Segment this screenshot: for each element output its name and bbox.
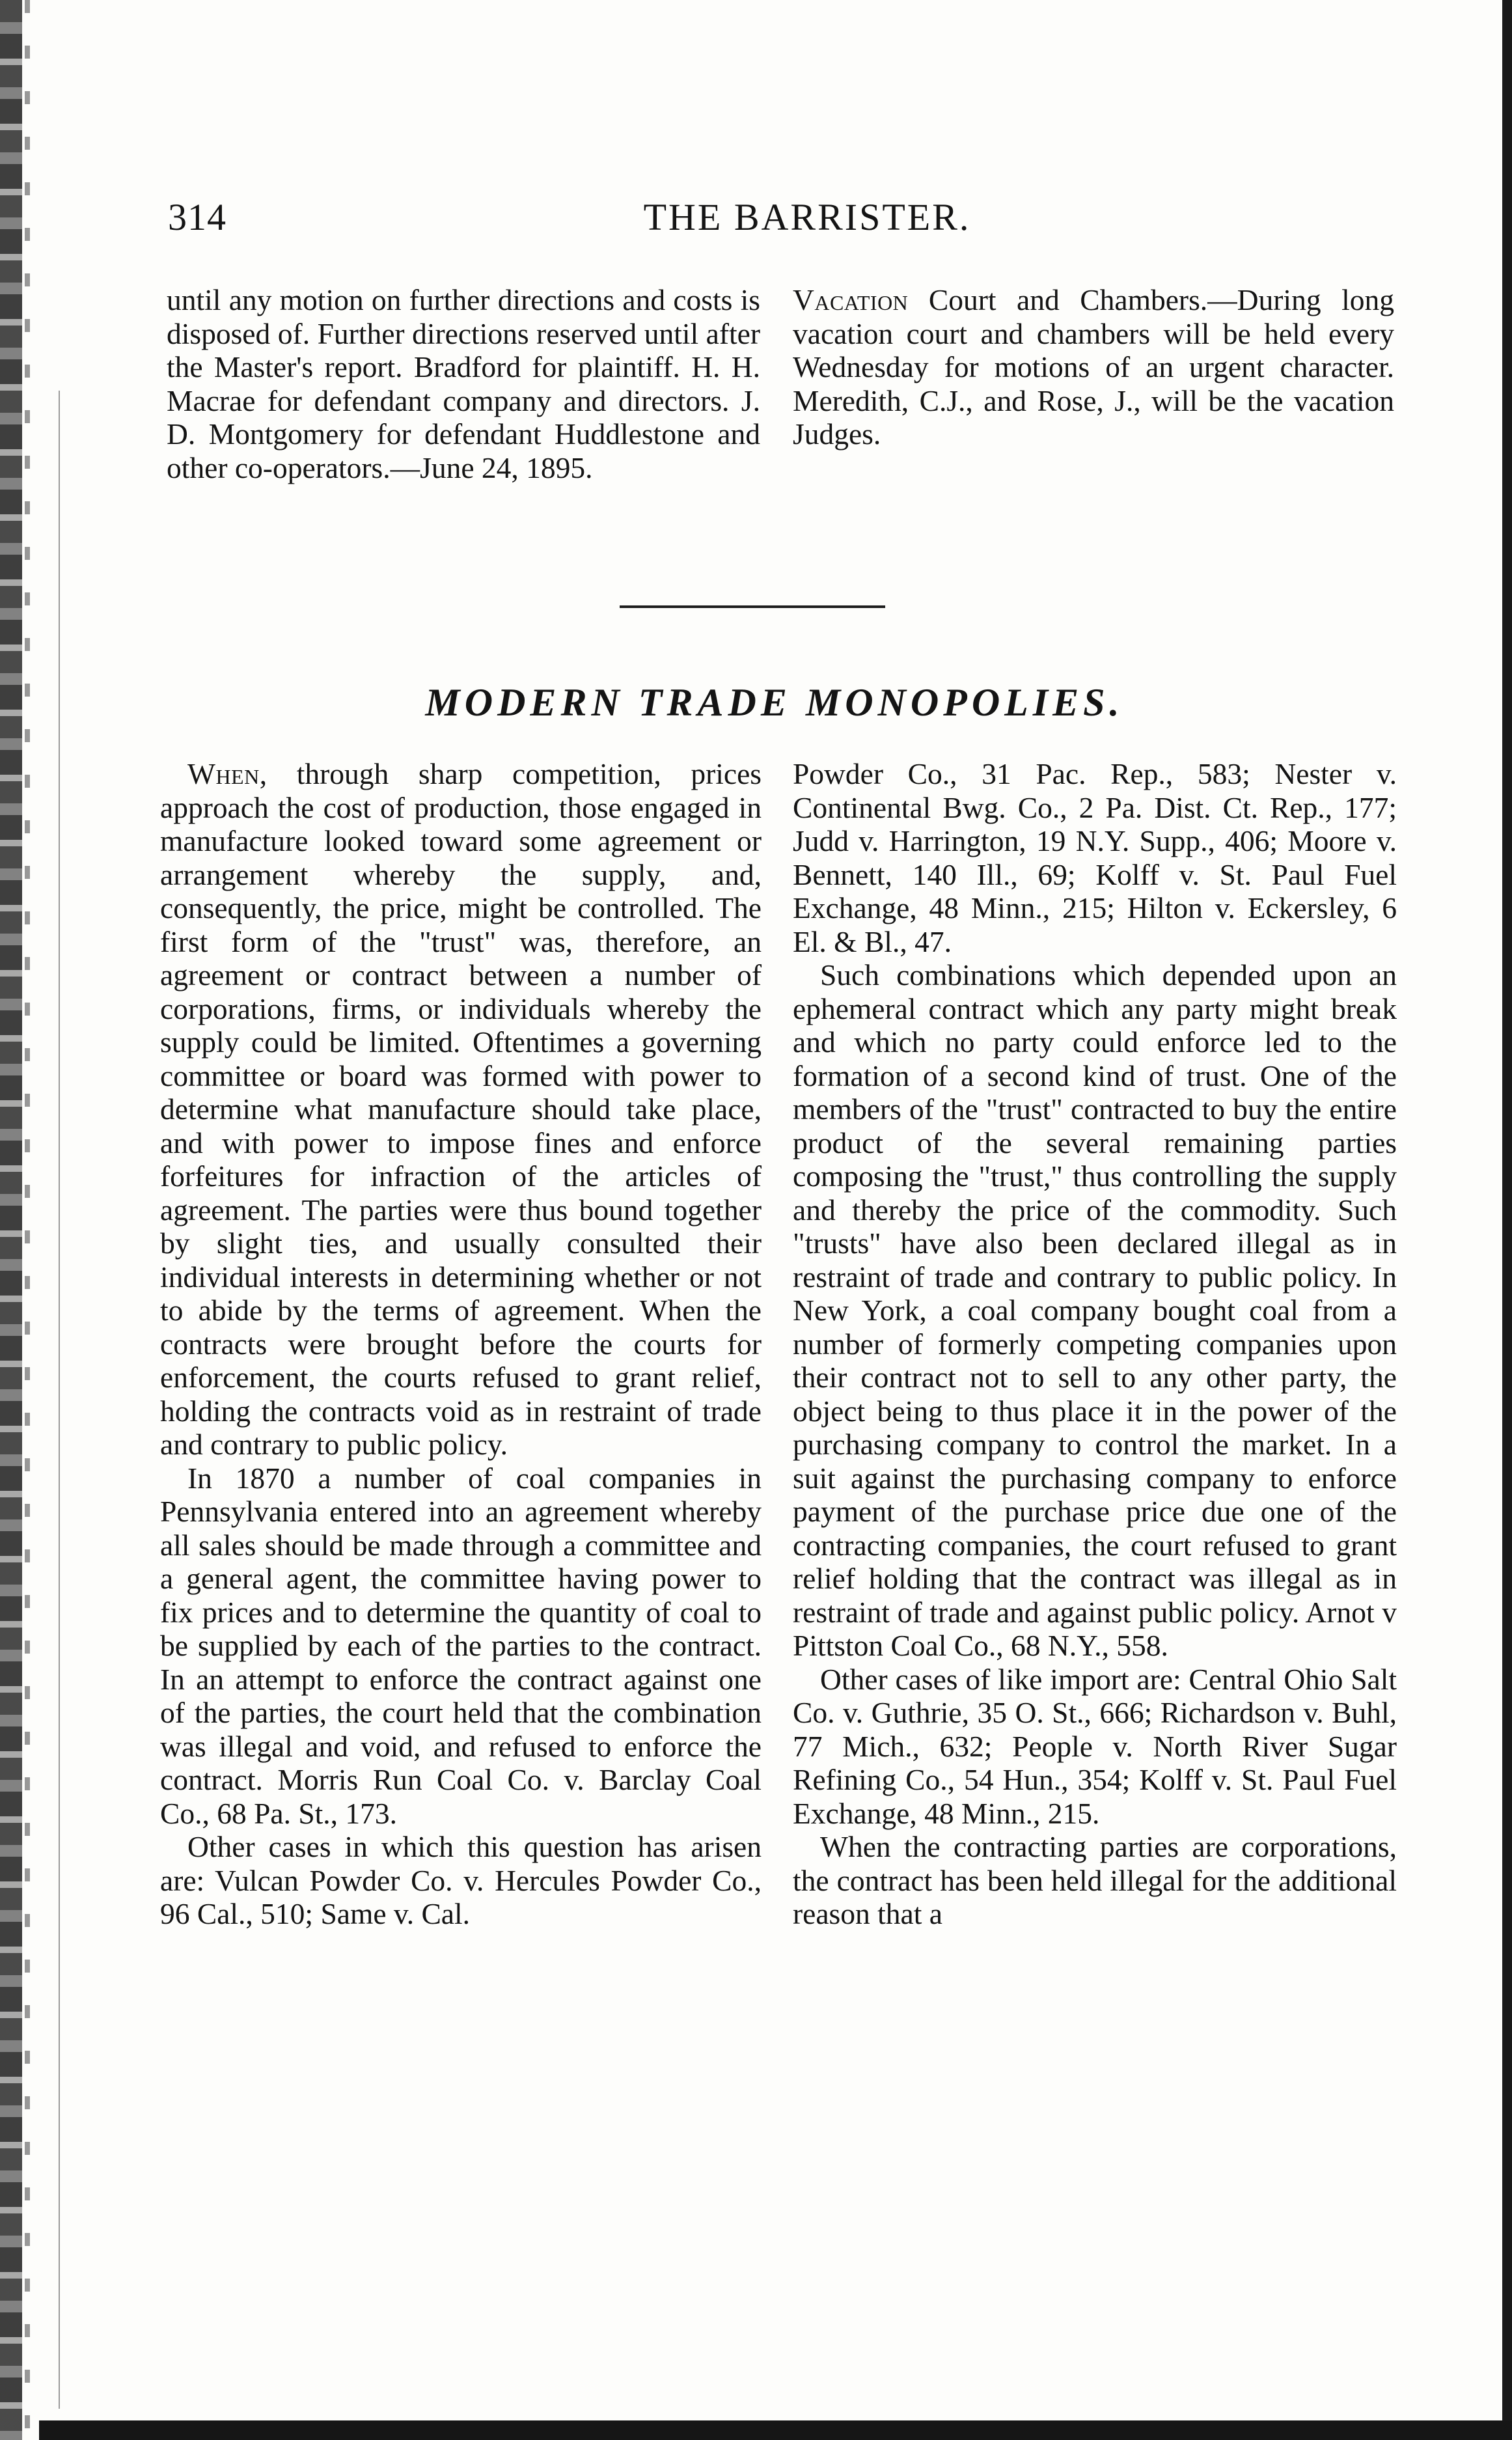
paragraph-1: [160, 757, 762, 1462]
top-left-column: [167, 283, 760, 484]
vacation-notice: [793, 283, 1394, 451]
scan-edge-right: [1502, 0, 1512, 2440]
running-title: THE BARRISTER.: [643, 196, 971, 238]
scan-edge-left-marks: [25, 0, 30, 2440]
paragraph-1-text: , through sharp competition, prices approach the cost of production, those engaged in manufacture looked toward some agreement or arrangement whereby the supply, and, consequently, the price, might be controlled. The first form of the "trust" was, therefore, an agreement or contract between a number of corporations, firms, or individuals whereby the supply could be limited. Oftentimes a governing committee or board was formed with power to determine what manufacture should take place, and with power to impose fines and enforce forfeitures for infraction of the articles of agreement. The parties were thus bound together by slight ties, and usually consulted their individual interests in determining whether or not to abide by the terms of agreement. When the contracts were brought before the courts for enforcement, the courts refused to grant relief, holding the contracts void as in restraint of trade and contrary to public policy.: [160, 757, 762, 1461]
body-right-column: [793, 757, 1397, 1931]
paragraph-5: Such combinations which depended upon an ephemeral contract which any party might break and which no party could enforce led to the formation of a second kind of trust. One of the members of the "trust" contracted to buy the entire product of the several remaining parties composing the "trust," thus controlling the supply and thereby the price of the commodity. Such "trusts" have also been declared illegal as in restraint of trade and contrary to public policy. In New York, a coal company bought coal from a number of formerly competing companies upon their contract not to sell to any other party, the object being to thus place it in the power of the purchasing company to control the market. In a suit against the purchasing company to enforce payment of the purchase price due one of the contracting companies, the court refused to grant relief holding that the contract was illegal as in restraint of trade and against public policy. Arnot v Pittston Coal Co., 68 N.Y., 558.: [793, 958, 1397, 1662]
continued-paragraph: until any motion on further directions and costs is disposed of. Further directions reserved until after the Master's report. Bradford for plaintiff. H. H. Macrae for defendant company and directors. J. D. Montgomery for defendant Huddlestone and other co-operators.—June 24, 1895.: [167, 283, 760, 484]
paragraph-7: When the contracting parties are corporations, the contract has been held illegal for the additional reason that a: [793, 1830, 1397, 1930]
paragraph-3: Other cases in which this question has arisen are: Vulcan Powder Co. v. Hercules Powder Co., 96 Cal., 510; Same v. Cal.: [160, 1830, 762, 1930]
vacation-text: Court and Chambers.—During long vacation court and chambers will be held every Wednesday for motions of an urgent character. Meredith, C.J., and Rose, J., will be the vacation Judges.: [793, 283, 1395, 451]
paragraph-4: Powder Co., 31 Pac. Rep., 583; Nester v. Continental Bwg. Co., 2 Pa. Dist. Ct. Rep., 177; Judd v. Harrington, 19 N.Y. Supp., 406; Moore v. Bennett, 140 Ill., 69; Kolff v. St. Paul Fuel Exchange, 48 Minn., 215; Hilton v. Eckersley, 6 El. & Bl., 47.: [793, 757, 1397, 958]
vacation-lead: Vacation: [793, 283, 909, 316]
scan-edge-bottom: [39, 2420, 1512, 2440]
paragraph-6: Other cases of like import are: Central Ohio Salt Co. v. Guthrie, 35 O. St., 666; Richardson v. Buhl, 77 Mich., 632; People v. North River Sugar Refining Co., 54 Hun., 354; Kolff v. St. Paul Fuel Exchange, 48 Minn., 215.: [793, 1662, 1397, 1830]
page-number: 314: [168, 196, 227, 238]
body-left-column: [160, 757, 762, 1931]
paragraph-1-lead: When: [187, 757, 260, 790]
section-divider: [620, 605, 885, 608]
section-title: MODERN TRADE MONOPOLIES.: [425, 681, 1124, 724]
paragraph-2: In 1870 a number of coal companies in Pennsylvania entered into an agreement whereby all sales should be made through a committee and a general agent, the committee having power to fix prices and to determine the quantity of coal to be supplied by each of the parties to the contract. In an attempt to enforce the contract against one of the parties, the court held that the combination was illegal and void, and refused to enforce the contract. Morris Run Coal Co. v. Barclay Coal Co., 68 Pa. St., 173.: [160, 1461, 762, 1830]
scan-vertical-line: [59, 391, 60, 2409]
scan-edge-left: [0, 0, 22, 2440]
top-right-column: [793, 283, 1394, 451]
